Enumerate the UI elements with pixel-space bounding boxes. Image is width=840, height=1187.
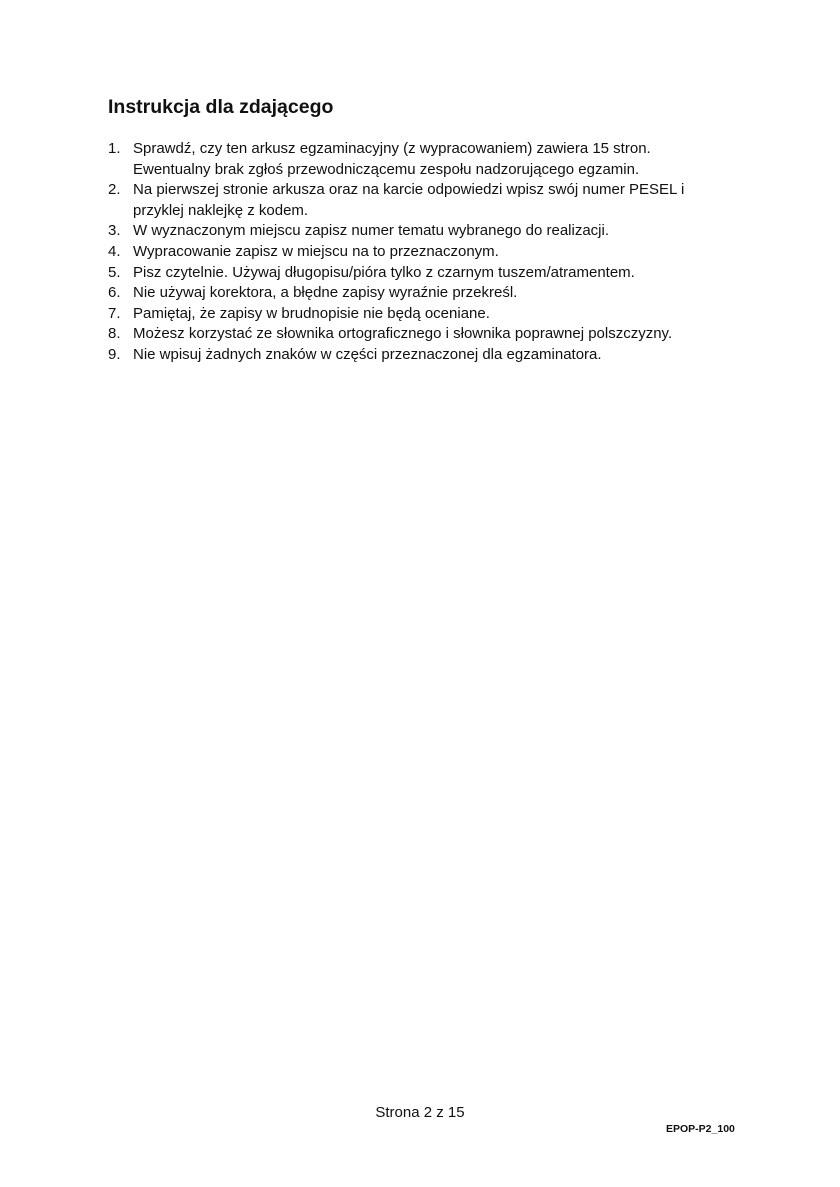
instruction-item [108,263,713,284]
item-number: 6. [108,284,121,302]
instruction-item [108,324,713,345]
item-text: Nie używaj korektora, a błędne zapisy wyraźnie przekreśl. [133,284,518,302]
item-number: 9. [108,345,121,363]
instruction-item [108,345,713,366]
item-text: W wyznaczonym miejscu zapisz numer tematu wybranego do realizacji. [133,222,610,240]
item-text: Pamiętaj, że zapisy w brudnopisie nie będą oceniane. [133,304,490,322]
item-number: 7. [108,304,121,322]
instruction-item [108,221,713,242]
item-text: Pisz czytelnie. Używaj długopisu/pióra tylko z czarnym tuszem/atramentem. [133,263,635,281]
item-text: Nie wpisuj żadnych znaków w części przeznaczonej dla egzaminatora. [133,345,602,363]
instruction-item [108,242,713,263]
item-number: 2. [108,181,121,199]
item-text: Wypracowanie zapisz w miejscu na to przeznaczonym. [133,242,499,260]
instruction-item [108,304,713,325]
instruction-item [108,180,713,221]
item-number: 5. [108,263,121,281]
instructions-list [108,139,713,366]
instruction-item [108,139,713,180]
item-text: Sprawdź, czy ten arkusz egzaminacyjny (z wypracowaniem) zawiera 15 stron. Ewentualny brak zgłoś przewodniczącemu zespołu nadzorującego egzamin. [133,140,651,178]
page-title: Instrukcja dla zdającego [108,96,334,118]
page-number: Strona 2 z 15 [375,1104,465,1121]
item-text: Możesz korzystać ze słownika ortograficznego i słownika poprawnej polszczyzny. [133,325,673,343]
instruction-item [108,283,713,304]
item-number: 1. [108,140,121,157]
item-number: 3. [108,222,121,240]
item-text: Na pierwszej stronie arkusza oraz na karcie odpowiedzi wpisz swój numer PESEL i przyklej naklejkę z kodem. [133,181,685,219]
item-number: 8. [108,325,121,343]
item-number: 4. [108,242,121,260]
exam-code: EPOP-P2_100 [666,1123,735,1135]
